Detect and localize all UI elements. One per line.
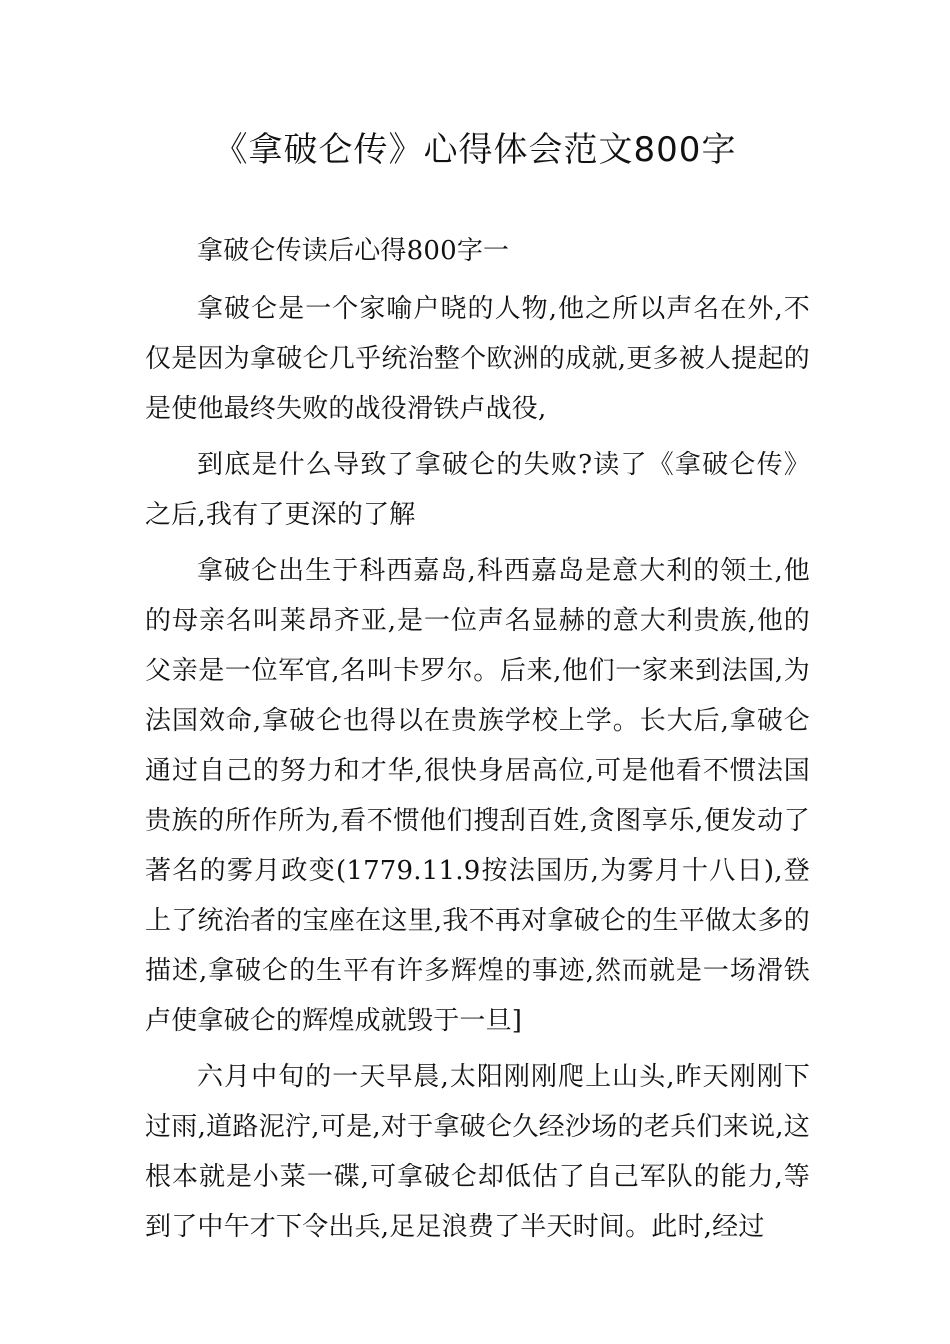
section-heading: 拿破仑传读后心得800字一 (197, 236, 510, 266)
paragraph-2: 到底是什么导致了拿破仑的失败?读了《拿破仑传》之后,我有了更深的了解 (145, 450, 810, 530)
paragraph-4: 六月中旬的一天早晨,太阳刚刚爬上山头,昨天刚刚下过雨,道路泥泞,可是,对于拿破仑久经沙场的老兵们来说,这根本就是小菜一碟,可拿破仑却低估了自己军队的能力,等到了中午才下令出兵,足足浪费了半天时间。此时,经过 (145, 1062, 810, 1242)
paragraph-3: 拿破仑出生于科西嘉岛,科西嘉岛是意大利的领土,他的母亲名叫莱昂齐亚,是一位声名显赫的意大利贵族,他的父亲是一位军官,名叫卡罗尔。后来,他们一家来到法国,为法国效命,拿破仑也得以在贵族学校上学。长大后,拿破仑通过自己的努力和才华,很快身居高位,可是他看不惯法国贵族的所作所为,看不惯他们搜刮百姓,贪图享乐,便发动了著名的雾月政变(1779.11.9按法国历,为雾月十八日),登上了统治者的宝座在这里,我不再对拿破仑的生平做太多的描述,拿破仑的生平有许多辉煌的事迹,然而就是一场滑铁卢使拿破仑的辉煌成就毁于一旦] (145, 556, 810, 1036)
document-title: 《拿破仑传》心得体会范文800字 (213, 130, 737, 170)
document-body (145, 226, 810, 1258)
paragraph-1: 拿破仑是一个家喻户晓的人物,他之所以声名在外,不仅是因为拿破仑几乎统治整个欧洲的成就,更多被人提起的是使他最终失败的战役滑铁卢战役, (145, 294, 810, 424)
